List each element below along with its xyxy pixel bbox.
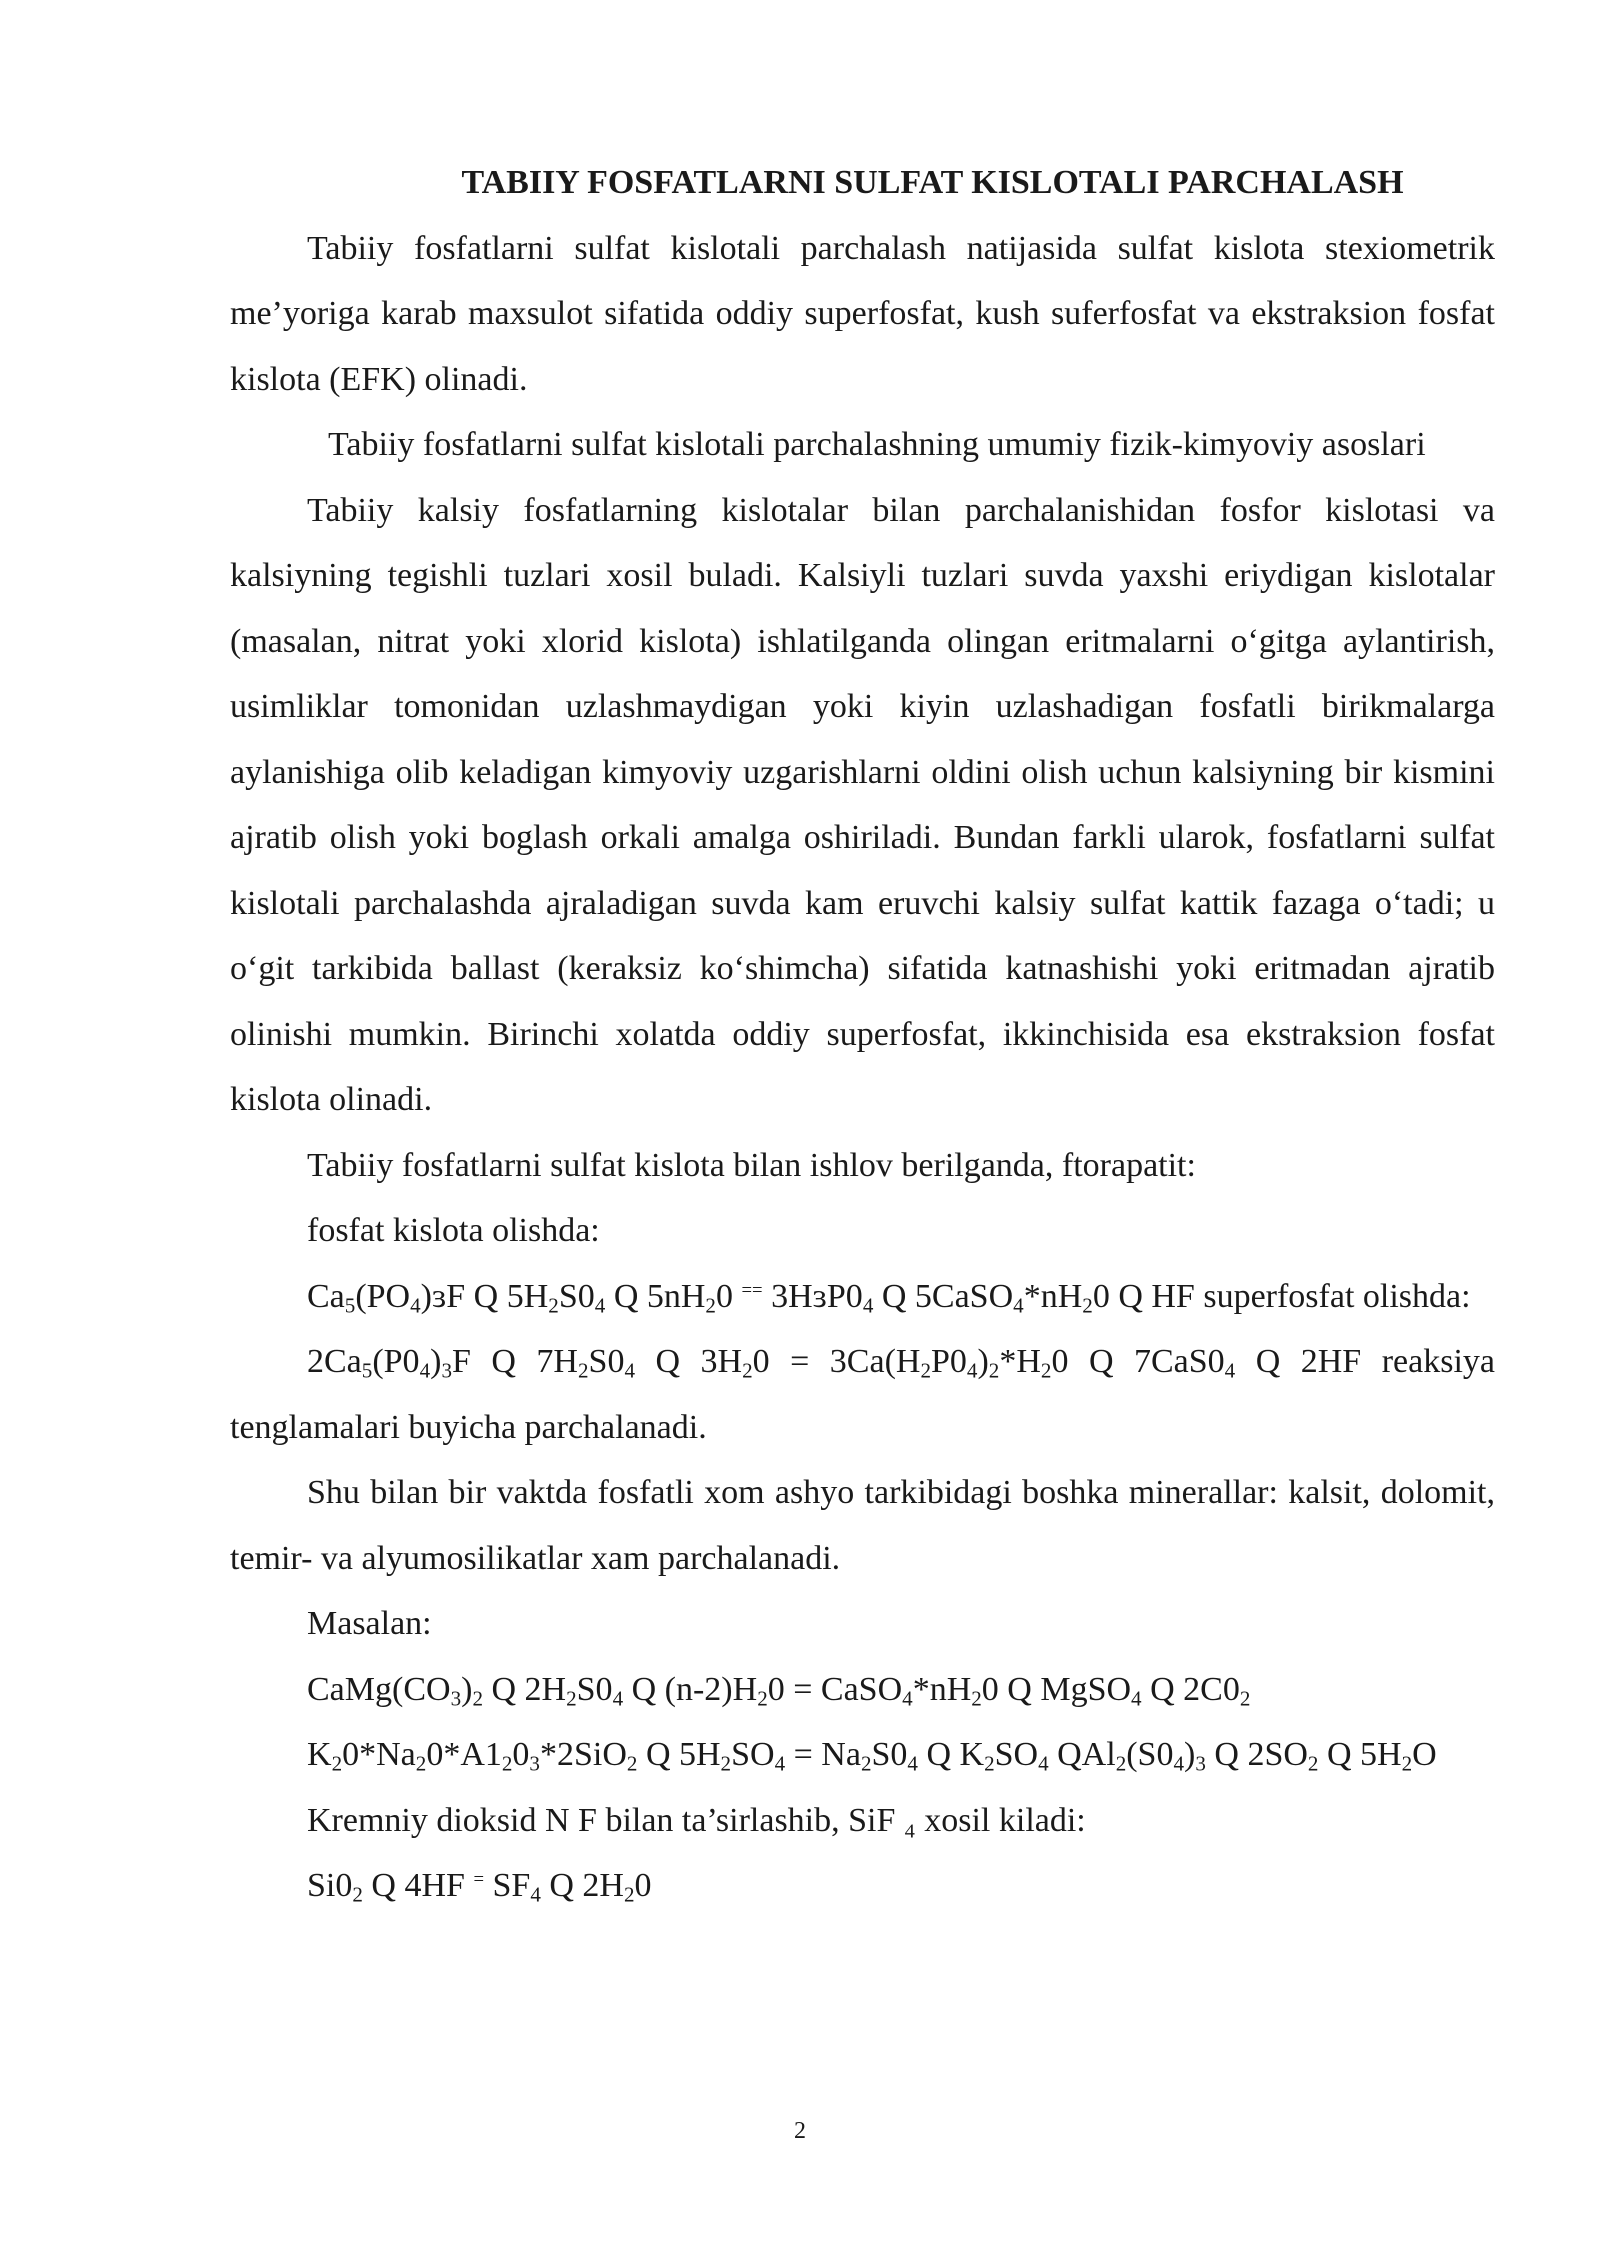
equation-fluorapatite-acid: $Ca_5(PO_4)ɜF$ Q $5H_2S0_4$ Q $5nH_20$ == $3HɜP0_4$ Q $5CaSO_4*nH_20$ Q HF superfosfat olishda: bbox=[307, 1277, 1471, 1317]
equation-dolomite: $CaMg(CO_3)_2$ Q $2H_2S0_4$ Q $(n-2)H_20$ = $CaSO_4*nH_20$ Q MgSO$_4$ Q $2C0_2$ bbox=[307, 1670, 1251, 1710]
equation-fluorapatite-superphosphate: $2Ca_5(P0_4)_3F$ Q $7H_2S0_4$ Q $3H_20 = 3Ca(H_2P0_4)_2*H_20$ Q $7CaS0_4$ Q 2HF reaksiya tenglamalari buyicha parchalanadi. bbox=[230, 1343, 1495, 1446]
page-number: 2 bbox=[794, 2118, 806, 2144]
paragraph-treatment: Tabiiy fosfatlarni sulfat kislota bilan ishlov berilganda, ftorapatit: bbox=[307, 1146, 1196, 1184]
paragraph-minerals: Shu bilan bir vaktda fosfatli xom ashyo tarkibidagi boshka minerallar: kalsit, dolomit, temir- va alyumosilikatlar xam parchalanadi. bbox=[230, 1474, 1495, 1577]
paragraph-acid-production: fosfat kislota olishda: bbox=[307, 1212, 600, 1249]
paragraph-subtitle: Tabiiy fosfatlarni sulfat kislotali parchalashning umumiy fizik-kimyoviy asoslari bbox=[328, 426, 1426, 463]
equation-silica-hf: $Si0_2$ Q 4HF = $SF_4$ Q $2H_20$ bbox=[307, 1867, 652, 1907]
document-page bbox=[230, 150, 1495, 1919]
document-title: TABIIY FOSFATLARNI SULFAT KISLOTALI PARCHALASH bbox=[461, 164, 1404, 201]
paragraph-example: Masalan: bbox=[307, 1605, 432, 1642]
equation-aluminosilicate: $K_20*Na_20*A1_20_3*2SiO_2$ Q $5H_2SO_4 = Na_2S0_4$ Q $K_2SO_4$ $QAl_2(S0_4)_3$ Q $2SO_2$ Q $5H_2O$ bbox=[307, 1736, 1437, 1776]
paragraph-main: Tabiiy kalsiy fosfatlarning kislotalar bilan parchalanishidan fosfor kislotasi va kalsiyning tegishli tuzlari xosil buladi. Kalsiyli tuzlari suvda yaxshi eriydigan kislotalar (masalan, nitrat yoki xlorid kislota) ishlatilganda olingan eritmalarni o‘gitga aylantirish, usimliklar tomonidan uzlashmaydigan yoki kiyin uzlashadigan fosfatli birikmalarga aylanishiga olib keladigan kimyoviy uzgarishlarni oldini olish uchun kalsiyning bir kismini ajratib olish yoki boglash orkali amalga oshiriladi. Bundan farkli ularok, fosfatlarni sulfat kislotali parchalashda ajraladigan suvda kam eruvchi kalsiy sulfat kattik fazaga o‘tadi; u o‘git tarkibida ballast (keraksiz ko‘shimcha) sifatida katnashishi yoki eritmadan ajratib olinishi mumkin. Birinchi xolatda oddiy superfosfat, ikkinchisida esa ekstraksion fosfat kislota olinadi. bbox=[230, 491, 1495, 1118]
equation-fluorapatite-acid-tail: superfosfat olishda: bbox=[1194, 1277, 1471, 1315]
paragraph-intro: Tabiiy fosfatlarni sulfat kislotali parchalash natijasida sulfat kislota stexiometrik me’yoriga karab maxsulot sifatida oddiy superfosfat, kush suferfosfat va ekstraksion fosfat kislota (EFK) olinadi. bbox=[230, 229, 1495, 398]
equation-fluorapatite-superphosphate-tail: reaksiya tenglamalari buyicha parchalanadi. bbox=[230, 1343, 1495, 1446]
paragraph-silica: Kremniy dioksid N F bilan ta’sirlashib, SiF ₄ xosil kiladi: bbox=[307, 1801, 1086, 1839]
